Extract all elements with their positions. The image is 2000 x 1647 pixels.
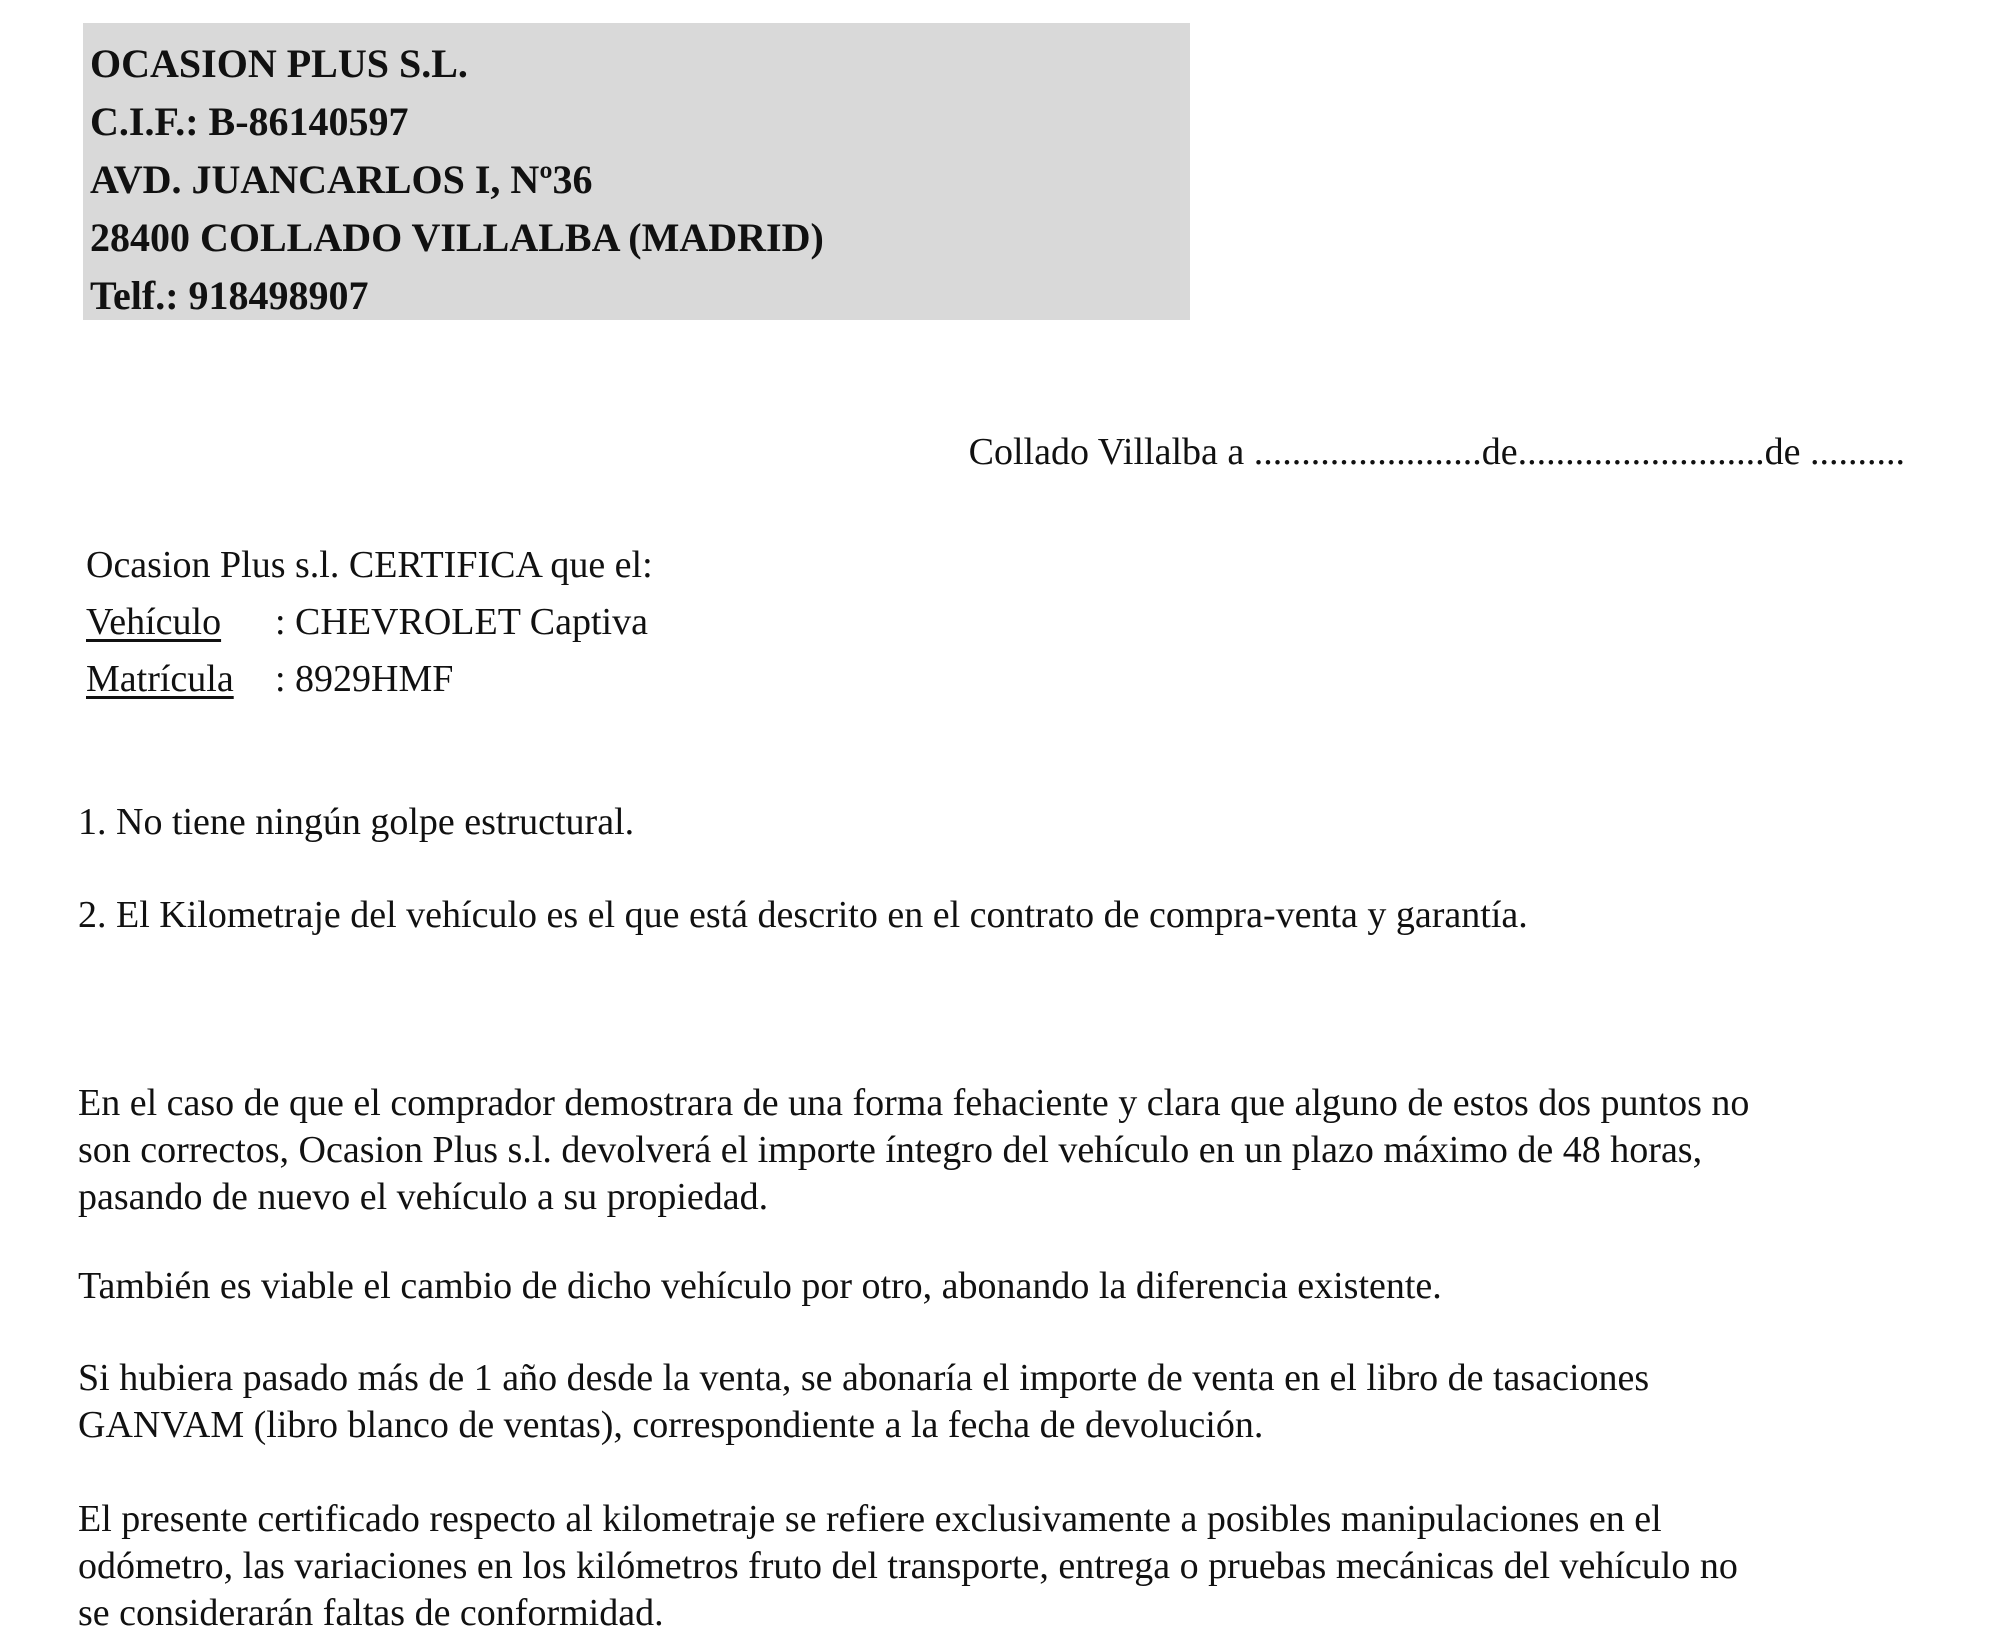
plate-row bbox=[86, 651, 653, 708]
paragraph-line: En el caso de que el comprador demostrara de una forma fehaciente y clara que alguno de estos dos puntos no bbox=[78, 1082, 1750, 1124]
paragraph-exchange bbox=[78, 1263, 1958, 1310]
paragraph-line: son correctos, Ocasion Plus s.l. devolverá el importe íntegro del vehículo en un plazo máximo de 48 horas, bbox=[78, 1129, 1703, 1171]
paragraph-line: se considerarán faltas de conformidad. bbox=[78, 1592, 664, 1634]
plate-label: Matrícula bbox=[86, 658, 234, 700]
company-phone: Telf.: 918498907 bbox=[90, 273, 369, 318]
paragraph-line: Si hubiera pasado más de 1 año desde la venta, se abonaría el importe de venta en el libro de tasaciones bbox=[78, 1357, 1650, 1399]
company-address: AVD. JUANCARLOS I, Nº36 bbox=[90, 157, 593, 202]
paragraph-odometer bbox=[78, 1496, 1958, 1637]
company-city: 28400 COLLADO VILLALBA (MADRID) bbox=[90, 215, 824, 260]
certification-block bbox=[86, 537, 653, 708]
company-name: OCASION PLUS S.L. bbox=[90, 41, 468, 86]
paragraph-line: pasando de nuevo el vehículo a su propiedad. bbox=[78, 1176, 769, 1218]
paragraph-refund bbox=[78, 1080, 1958, 1221]
paragraph-line: odómetro, las variaciones en los kilómetros fruto del transporte, entrega o pruebas mecánicas del vehículo no bbox=[78, 1545, 1738, 1587]
vehicle-value: : CHEVROLET Captiva bbox=[275, 601, 648, 643]
vehicle-label: Vehículo bbox=[86, 601, 222, 643]
paragraph-line: GANVAM (libro blanco de ventas), correspondiente a la fecha de devolución. bbox=[78, 1404, 1264, 1446]
company-cif: C.I.F.: B-86140597 bbox=[90, 99, 409, 144]
numbered-item-2: 2. El Kilometraje del vehículo es el que está descrito en el contrato de compra-venta y garantía. bbox=[78, 894, 1528, 936]
certification-intro: Ocasion Plus s.l. CERTIFICA que el: bbox=[86, 544, 653, 586]
paragraph-line: También es viable el cambio de dicho vehículo por otro, abonando la diferencia existente. bbox=[78, 1265, 1442, 1307]
company-header-box bbox=[83, 23, 1190, 320]
date-line: Collado Villalba a ........................de..........................de .......... bbox=[968, 431, 1905, 473]
vehicle-row bbox=[86, 594, 653, 651]
numbered-item-1: 1. No tiene ningún golpe estructural. bbox=[78, 801, 635, 843]
paragraph-ganvam bbox=[78, 1355, 1958, 1449]
plate-value: : 8929HMF bbox=[275, 658, 454, 700]
paragraph-line: El presente certificado respecto al kilometraje se refiere exclusivamente a posibles manipulaciones en el bbox=[78, 1498, 1662, 1540]
